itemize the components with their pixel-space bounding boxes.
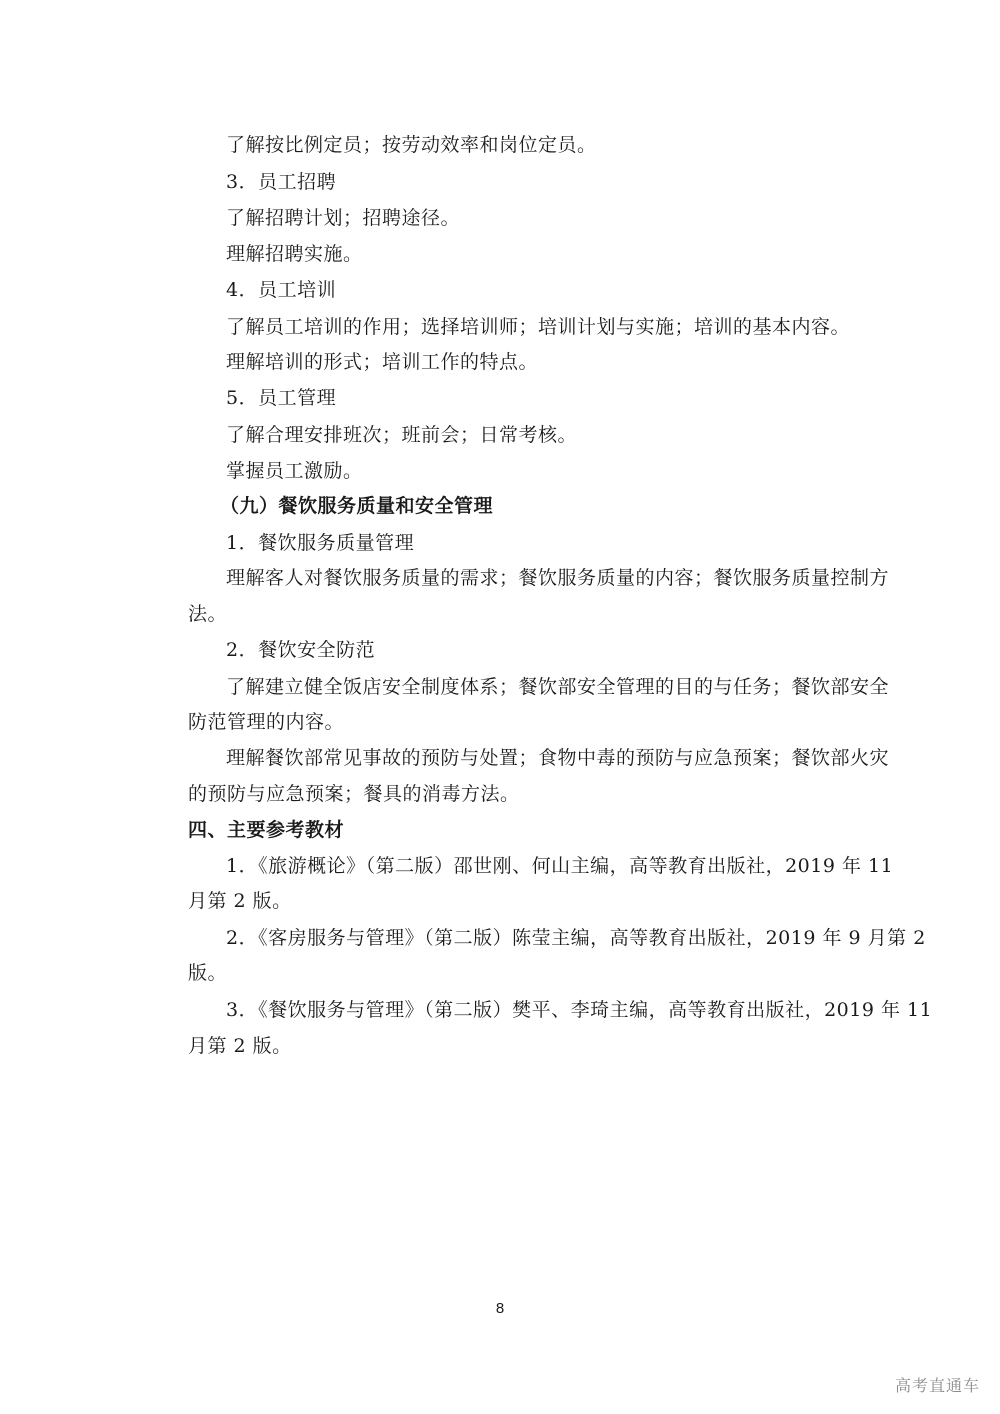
reference-item: 1．《旅游概论》（第二版）邵世刚、何山主编，高等教育出版社，2019 年 11 xyxy=(226,855,894,877)
body-text: 理解餐饮部常见事故的预防与处置；食物中毒的预防与应急预案；餐饮部火灾 xyxy=(226,747,890,769)
reference-item-continued: 月第 2 版。 xyxy=(188,1035,292,1057)
body-text: 掌握员工激励。 xyxy=(226,460,363,482)
body-text: 了解合理安排班次；班前会；日常考核。 xyxy=(226,424,578,446)
body-text: 了解招聘计划；招聘途径。 xyxy=(226,207,461,229)
body-text: 了解建立健全饭店安全制度体系；餐饮部安全管理的目的与任务；餐饮部安全 xyxy=(226,676,890,698)
body-text: 理解招聘实施。 xyxy=(226,243,363,265)
section-heading: 3．员工招聘 xyxy=(226,171,337,193)
reference-item-continued: 月第 2 版。 xyxy=(188,890,292,912)
section-heading: 4．员工培训 xyxy=(226,279,337,301)
section-heading: 1．餐饮服务质量管理 xyxy=(226,532,415,554)
body-text: 理解培训的形式；培训工作的特点。 xyxy=(226,351,539,373)
body-text: 的预防与应急预案；餐具的消毒方法。 xyxy=(188,783,520,805)
body-text: 法。 xyxy=(188,603,228,625)
watermark: 高考直通车 xyxy=(894,1376,980,1395)
body-text: 了解按比例定员；按劳动效率和岗位定员。 xyxy=(226,134,597,156)
reference-item-continued: 版。 xyxy=(188,962,228,984)
section-heading: 2．餐饮安全防范 xyxy=(226,639,376,661)
body-text: 理解客人对餐饮服务质量的需求；餐饮服务质量的内容；餐饮服务质量控制方 xyxy=(226,567,890,589)
reference-item: 2．《客房服务与管理》（第二版）陈莹主编，高等教育出版社，2019 年 9 月第 2 xyxy=(226,927,926,949)
section-heading: 5．员工管理 xyxy=(226,387,337,409)
part-heading: 四、主要参考教材 xyxy=(188,819,345,841)
page-number: 8 xyxy=(495,1300,505,1317)
reference-item: 3．《餐饮服务与管理》（第二版）樊平、李琦主编，高等教育出版社，2019 年 11 xyxy=(226,999,933,1021)
body-text: 了解员工培训的作用；选择培训师；培训计划与实施；培训的基本内容。 xyxy=(226,316,851,338)
body-text: 防范管理的内容。 xyxy=(188,711,345,733)
chapter-heading: （九）餐饮服务质量和安全管理 xyxy=(220,495,494,517)
